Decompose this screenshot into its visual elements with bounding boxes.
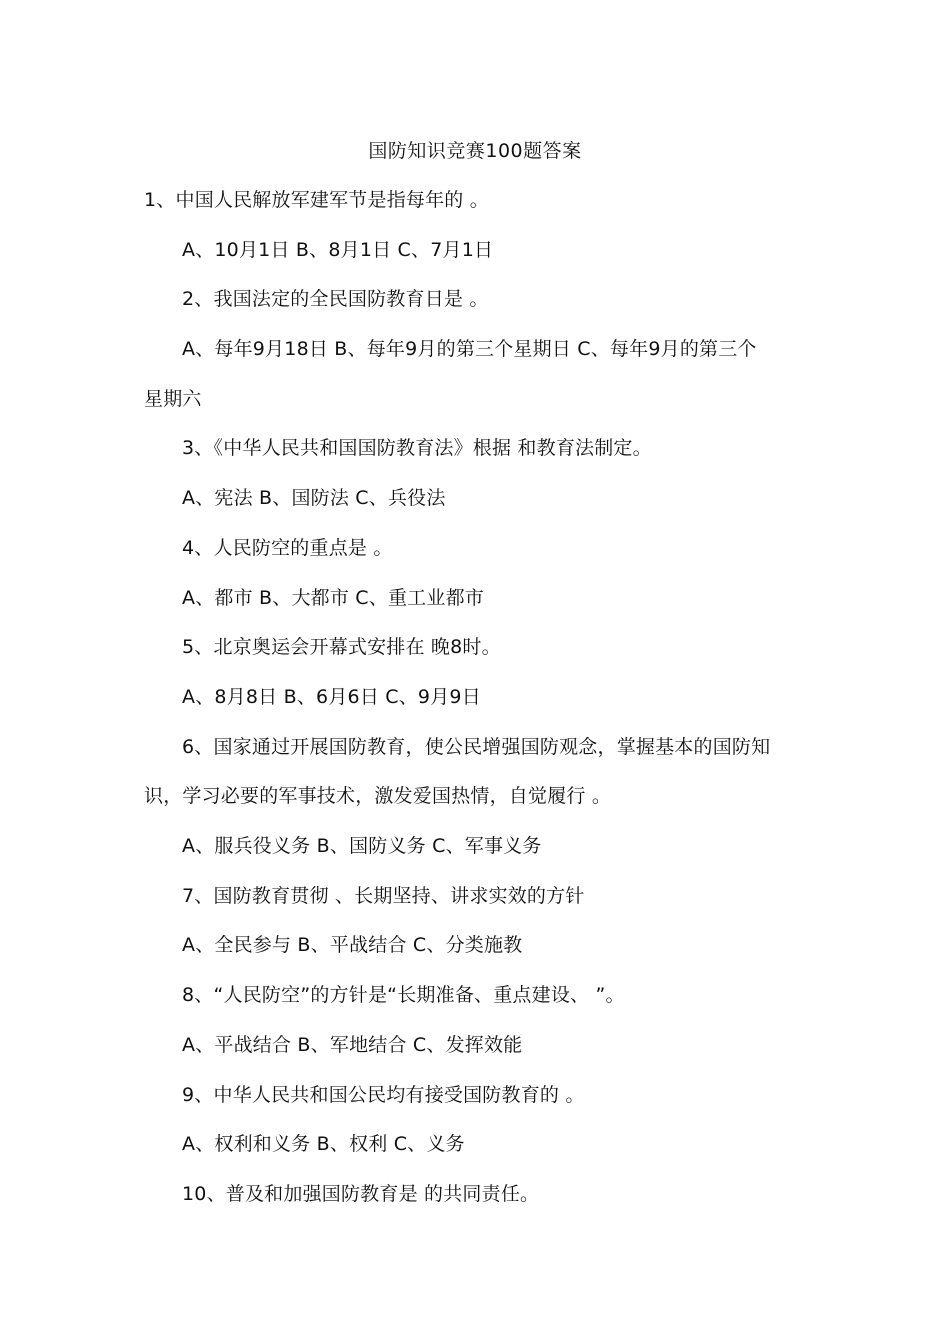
question-8: 8、“人民防空”的方针是“长期准备、重点建设、 ”。	[182, 984, 625, 1006]
options-5: A、8月8日 B、6月6日 C、9月9日	[182, 686, 481, 708]
question-10: 10、普及和加强国防教育是 的共同责任。	[182, 1183, 540, 1205]
options-3: A、宪法 B、国防法 C、兵役法	[182, 487, 446, 509]
question-9: 9、中华人民共和国公民均有接受国防教育的 。	[182, 1084, 585, 1106]
question-6: 6、国家通过开展国防教育，使公民增强国防观念，掌握基本的国防知	[182, 736, 771, 758]
question-5: 5、北京奥运会开幕式安排在 晚8时。	[182, 636, 501, 658]
options-1: A、10月1日 B、8月1日 C、7月1日	[182, 239, 494, 261]
options-7: A、全民参与 B、平战结合 C、分类施教	[182, 934, 523, 956]
question-6-cont: 识，学习必要的军事技术，激发爱国热情，自觉履行 。	[144, 785, 612, 807]
options-9: A、权利和义务 B、权利 C、义务	[182, 1133, 465, 1155]
options-4: A、都市 B、大都市 C、重工业都市	[182, 587, 484, 609]
question-2: 2、我国法定的全民国防教育日是 。	[182, 288, 489, 310]
question-4: 4、人民防空的重点是 。	[182, 537, 393, 559]
question-1: 1、中国人民解放军建军节是指每年的 。	[144, 189, 489, 211]
question-3: 3、《中华人民共和国国防教育法》根据 和教育法制定。	[182, 437, 652, 459]
document-title: 国防知识竞赛100题答案	[368, 140, 582, 162]
options-8: A、平战结合 B、军地结合 C、发挥效能	[182, 1034, 523, 1056]
question-7: 7、国防教育贯彻 、长期坚持、讲求实效的方针	[182, 885, 585, 907]
options-6: A、服兵役义务 B、国防义务 C、军事义务	[182, 835, 542, 857]
options-2-cont: 星期六	[144, 388, 202, 410]
options-2: A、每年9月18日 B、每年9月的第三个星期日 C、每年9月的第三个	[182, 338, 757, 360]
